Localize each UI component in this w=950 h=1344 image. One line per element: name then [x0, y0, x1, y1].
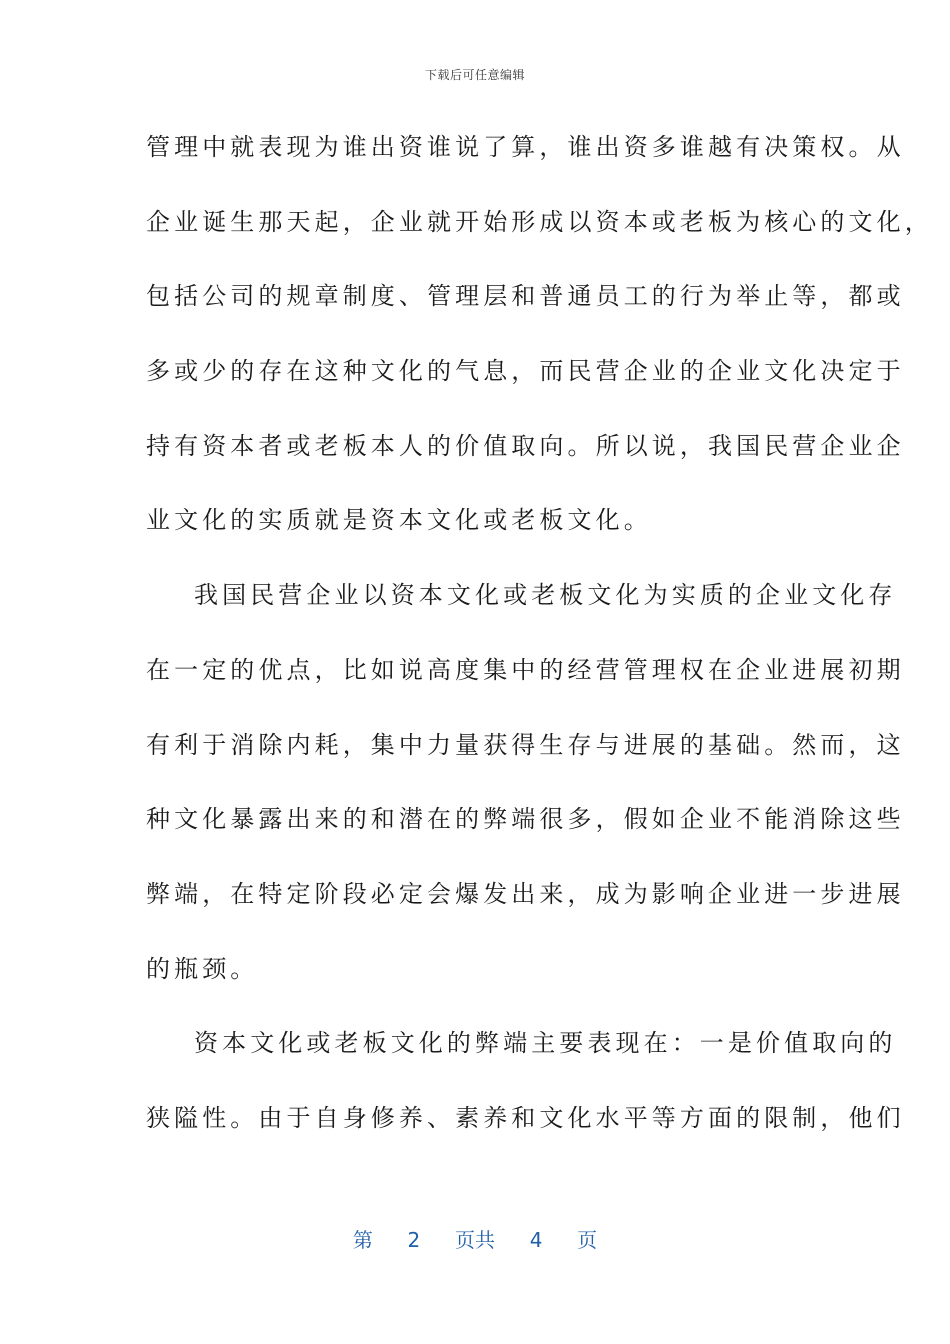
text-line: 业文化的实质就是资本文化或老板文化。 — [146, 506, 652, 535]
text-line: 种文化暴露出来的和潜在的弊端很多，假如企业不能消除这些 — [146, 805, 905, 834]
text-line: 企业诞生那天起，企业就开始形成以资本或老板为核心的文化， — [146, 207, 933, 236]
page-prefix: 第 — [352, 1228, 373, 1252]
page-suffix: 页 — [577, 1228, 598, 1252]
paragraph-1 — [146, 128, 933, 576]
text-line: 的瓶颈。 — [146, 954, 259, 983]
page-header-note: 下载后可任意编辑 — [424, 68, 525, 82]
total-pages-number: 4 — [529, 1228, 543, 1252]
text-line: 资本文化或老板文化的弊端主要表现在：一是价值取向的 — [194, 1029, 897, 1058]
text-line: 在一定的优点，比如说高度集中的经营管理权在企业进展初期 — [146, 655, 905, 684]
text-line: 有利于消除内耗，集中力量获得生存与进展的基础。然而，这 — [146, 730, 905, 759]
page-footer — [0, 1224, 950, 1253]
page-mid: 页共 — [455, 1228, 495, 1252]
paragraph-3 — [146, 1024, 905, 1173]
text-line: 持有资本者或老板本人的价值取向。所以说，我国民营企业企 — [146, 431, 905, 460]
text-line: 包括公司的规章制度、管理层和普通员工的行为举止等，都或 — [146, 282, 905, 311]
text-line: 我国民营企业以资本文化或老板文化为实质的企业文化存 — [194, 581, 897, 610]
text-line: 多或少的存在这种文化的气息，而民营企业的企业文化决定于 — [146, 357, 905, 386]
paragraph-2 — [146, 576, 905, 1024]
text-line: 管理中就表现为谁出资谁说了算，谁出资多谁越有决策权。从 — [146, 133, 905, 161]
document-body — [146, 128, 933, 1174]
text-line: 弊端，在特定阶段必定会爆发出来，成为影响企业进一步进展 — [146, 879, 905, 908]
text-line: 狭隘性。由于自身修养、素养和文化水平等方面的限制，他们 — [146, 1103, 905, 1132]
current-page-number: 2 — [407, 1228, 421, 1252]
